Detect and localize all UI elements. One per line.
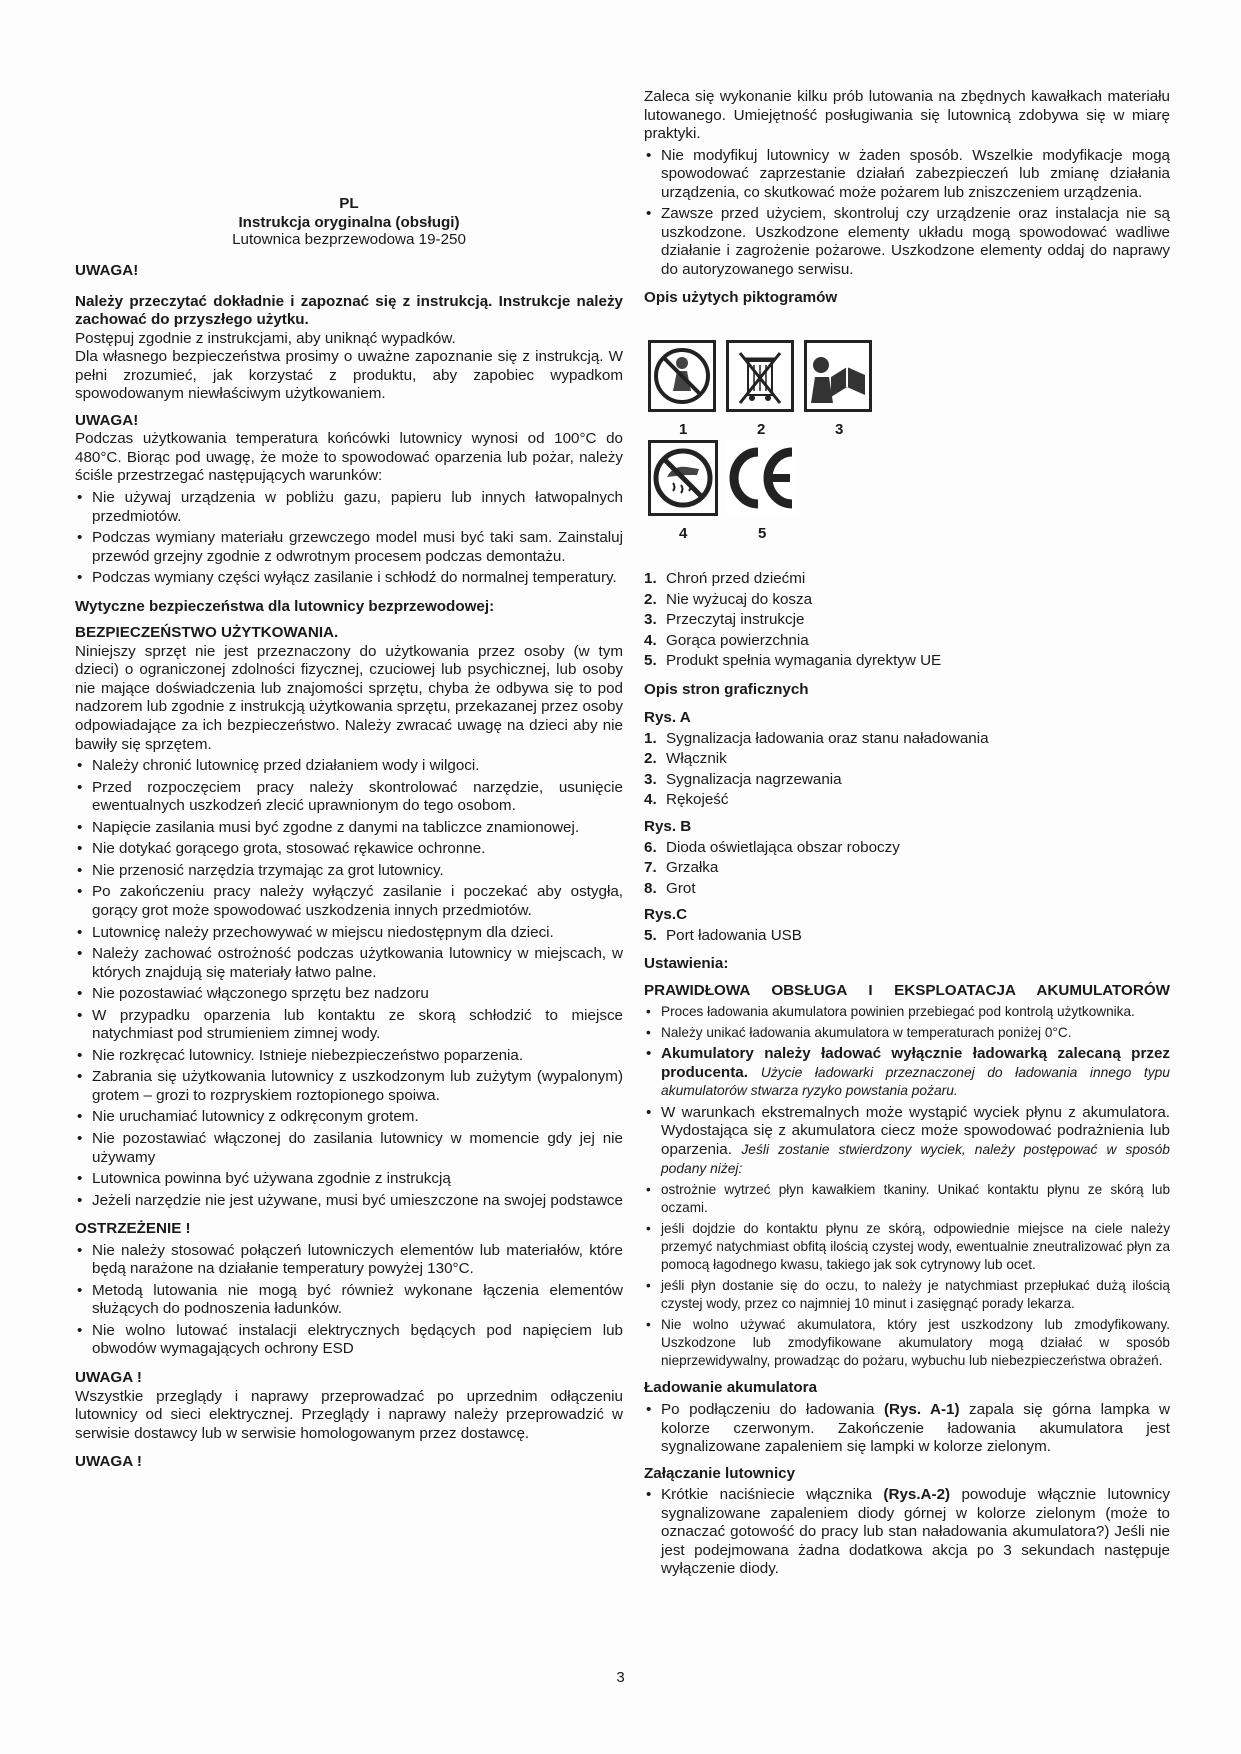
section-heading: BEZPIECZEŃSTWO UŻYTKOWANIA. — [75, 624, 339, 642]
switch-text: Krótkie naciśniecie włącznika — [661, 1486, 884, 1504]
list-item: • jeśli płyn dostanie się do oczu, to należy je natychmiast przepłukać dużą ilością czystej wody, przez co najmniej 10 minut i zasięgnąć porady lekarza. — [644, 1277, 1170, 1313]
figure-label: Rys. B — [644, 818, 692, 836]
figure-label: Rys.C — [644, 906, 688, 924]
list-item: • Nie wolno lutować instalacji elektrycznych będących pod napięciem lub obwodów wymagających ochrony ESD — [75, 1322, 623, 1359]
list-item: • Napięcie zasilania musi być zgodne z danymi na tabliczce znamionowej. — [75, 819, 623, 838]
legend-item: 1. Chroń przed dziećmi — [644, 570, 1170, 589]
legend-item: 6. Dioda oświetlająca obszar roboczy — [644, 839, 1170, 858]
figure-a-list — [644, 730, 1170, 810]
list-item: • Po zakończeniu pracy należy wyłączyć zasilanie i poczekać aby ostygła, gorący grot może spowodować uszkodzenia innych przedmiotów. — [75, 883, 623, 920]
list-item: • Nie wolno używać akumulatora, który jest uszkodzony lub zmodyfikowany. Uszkodzone lub zmodyfikowane akumulatory mogą działać w sposób nieprzewidywalny, prowadząc do pożaru, wybuchu lub niebezpieczeństwa obrażeń. — [644, 1316, 1170, 1370]
service-text: Wszystkie przeglądy i naprawy przeprowadzać po uprzednim odłączeniu lutownicy od sieci elektrycznej. Przeglądy i naprawy należy przeprowadzić w serwisie dostawcy lub w serwisie homologowanym przez dostawcę. — [75, 1387, 623, 1442]
legend-item: 5. Port ładowania USB — [644, 927, 1170, 946]
right-body — [644, 568, 1170, 1579]
pictogram-number: 4 — [679, 525, 688, 542]
ce-mark-icon — [726, 440, 798, 516]
list-item: • Jeżeli narzędzie nie jest używane, musi być umieszczone na swojej podstawce — [75, 1192, 623, 1211]
list-item: • Nie rozkręcać lutownicy. Istnieje niebezpieczeństwo poparzenia. — [75, 1047, 623, 1066]
list-item — [644, 1045, 1170, 1101]
figure-reference: (Rys. A-1) — [883, 1401, 960, 1419]
list-item: • Lutownica powinna być używana zgodnie z instrukcją — [75, 1170, 623, 1189]
intro-text: Dla własnego bezpieczeństwa prosimy o uważne zapoznanie się z instrukcją. W pełni zrozumieć, jak korzystać z produktu, aby zapobiec wypadkom spowodowanym niewłaściwym użytkowaniem. — [75, 348, 623, 403]
list-item: • Nie uruchamiać lutownicy z odkręconym grotem. — [75, 1108, 623, 1127]
usage-list — [75, 757, 623, 1210]
legend-item: 3. Przeczytaj instrukcje — [644, 611, 1170, 630]
list-item — [644, 1486, 1170, 1579]
list-item: • Należy unikać ładowania akumulatora w temperaturach poniżej 0°C. — [644, 1024, 1170, 1042]
list-item: • Należy zachować ostrożność podczas użytkowania lutownicy w miejscach, w których znajdują się materiały łatwo palne. — [75, 945, 623, 982]
section-heading: Załączanie lutownicy — [644, 1464, 796, 1482]
section-heading: Wytyczne bezpieczeństwa dla lutownicy bezprzewodowej: — [75, 597, 495, 615]
list-item: • Nie należy stosować połączeń lutowniczych elementów lub materiałów, które będą narażone na działanie temperatury powyżej 130°C. — [75, 1242, 623, 1279]
lang-code: PL — [339, 195, 359, 212]
temperature-list — [75, 489, 623, 588]
crossed-bin-icon — [726, 340, 794, 412]
figure-reference: (Rys.A-2) — [883, 1486, 951, 1504]
list-item: • Nie dotykać gorącego grota, stosować rękawice ochronne. — [75, 840, 623, 859]
battery-leak-italic: Jeśli zostanie stwierdzony wyciek, należy postępować w sposób podany niżej: — [661, 1142, 1170, 1176]
figure-b-list — [644, 839, 1170, 899]
pictogram-legend — [644, 570, 1170, 671]
legend-item: 4. Rękojeść — [644, 791, 1170, 810]
warning-heading: UWAGA ! — [75, 1453, 142, 1471]
warning-heading: UWAGA ! — [75, 1368, 142, 1386]
section-heading: Opis stron graficznych — [644, 680, 809, 698]
battery-leak-text: W warunkach ekstremalnych może wystąpić wyciek płynu z akumulatora. Wydostająca się z akumulatora ciecz może spowodować podrażnienia lub oparzenia. — [661, 1103, 1170, 1158]
section-heading: Ustawienia: — [644, 955, 729, 973]
list-item: • Nie używaj urządzenia w pobliżu gazu, papieru lub innych łatwopalnych przedmiotów. — [75, 489, 623, 526]
warning-heading: OSTRZEŻENIE ! — [75, 1220, 191, 1238]
list-item: • W przypadku oparzenia lub kontaktu ze skorą schłodzić to miejsce natychmiast pod strumieniem zimnej wody. — [75, 1007, 623, 1044]
figure-label: Rys. A — [644, 709, 691, 727]
list-item: • Należy chronić lutownicę przed działaniem wody i wilgoci. — [75, 757, 623, 776]
list-item: • Lutownicę należy przechowywać w miejscu niedostępnym dla dzieci. — [75, 924, 623, 943]
list-item: • Zawsze przed użyciem, skontroluj czy urządzenie oraz instalacja nie są uszkodzone. Uszkodzone elementy układu mogą spowodować wadliwe działanie i zagrożenie pożarowe. Uszkodzone elementy oddaj do naprawy do autoryzowanego serwisu. — [644, 205, 1170, 279]
pictogram-number: 3 — [835, 421, 844, 438]
list-item: • Nie przenosić narzędzia trzymając za grot lutownicy. — [75, 862, 623, 881]
page-number: 3 — [616, 1669, 625, 1686]
right-top — [644, 88, 1170, 308]
intro-text: Postępuj zgodnie z instrukcjami, aby uniknąć wypadków. — [75, 329, 456, 347]
legend-item: 1. Sygnalizacja ładowania oraz stanu naładowania — [644, 730, 1170, 749]
charging-list — [644, 1401, 1170, 1457]
read-manual-icon — [804, 340, 872, 412]
legend-item: 4. Gorąca powierzchnia — [644, 632, 1170, 651]
pictogram-number: 2 — [757, 421, 766, 438]
warning-heading: UWAGA! — [75, 411, 139, 429]
list-item: • Proces ładowania akumulatora powinien przebiegać pod kontrolą użytkownika. — [644, 1003, 1170, 1021]
doc-title: Instrukcja oryginalna (obsługi) — [238, 214, 460, 231]
left-body — [75, 262, 623, 1472]
switch-list — [644, 1486, 1170, 1579]
doc-subtitle: Lutownica bezprzewodowa 19-250 — [232, 231, 466, 248]
battery-heading: PRAWIDŁOWA OBSŁUGA I EKSPLOATACJA AKUMULATORÓW — [644, 981, 1170, 999]
legend-item: 7. Grzałka — [644, 859, 1170, 878]
caution-list — [75, 1242, 623, 1359]
usage-text: Niniejszy sprzęt nie jest przeznaczony do użytkowania przez osoby (w tym dzieci) o ograniczonej zdolności fizycznej, czuciowej lub psychicznej, lub osoby nie mające doświadczenia lub znajomości sprzętu, chyba że odbywa się to pod nadzorem lub zgodnie z instrukcją użytkowania sprzętu, przekazanej przez osoby odpowiadające za ich bezpieczeństwo. Należy zwracać uwagę na dzieci aby nie bawiły się sprzętem. — [75, 642, 623, 753]
pictogram-number: 1 — [679, 421, 688, 438]
list-item: • Nie modyfikuj lutownicy w żaden sposób. Wszelkie modyfikacje mogą spowodować zaprzestanie działań zabezpieczeń lub zmianę działania urządzenia, co skutkować może pożarem lub zniszczeniem urządzenia. — [644, 147, 1170, 203]
keep-from-children-icon — [648, 340, 716, 412]
list-item: • Nie pozostawiać włączonej do zasilania lutownicy w momencie gdy jej nie używamy — [75, 1130, 623, 1167]
list-item: • Przed rozpoczęciem pracy należy skontrolować narzędzie, usunięcie ewentualnych uszkodzeń zlecić uprawnionym do tego osobom. — [75, 779, 623, 816]
practice-text: Zaleca się wykonanie kilku prób lutowania na zbędnych kawałkach materiału lutowanego. Umiejętność posługiwania się lutownicą zdobywa się w miarę praktyki. — [644, 88, 1170, 143]
warning-heading: UWAGA! — [75, 262, 139, 279]
list-item: • Zabrania się użytkowania lutownicy z uszkodzonym lub zużytym (wypalonym) grotem – grozi to rozpryskiem roztopionego spoiwa. — [75, 1068, 623, 1105]
list-item: • Podczas wymiany materiału grzewczego model musi być taki sam. Zainstaluj przewód grzejny zgodnie z odwrotnym procesem podczas demontażu. — [75, 529, 623, 566]
battery-charger-italic: Użycie ładowarki przeznaczonej do ładowania innego typu akumulatorów stwarza ryzyko powstania pożaru. — [661, 1064, 1170, 1099]
list-item: • ostrożnie wytrzeć płyn kawałkiem tkaniny. Unikać kontaktu płynu ze skórą lub oczami. — [644, 1181, 1170, 1217]
list-item: • Nie pozostawiać włączonego sprzętu bez nadzoru — [75, 985, 623, 1004]
figure-c-list — [644, 927, 1170, 946]
legend-item: 3. Sygnalizacja nagrzewania — [644, 771, 1170, 790]
temperature-text: Podczas użytkowania temperatura końcówki lutownicy wynosi od 100°C do 480°C. Biorąc pod uwagę, że może to spowodować oparzenia lub pożar, należy ściśle przestrzegać następujących warunków: — [75, 430, 623, 485]
hot-surface-icon — [648, 440, 718, 516]
list-item: • Metodą lutowania nie mogą być również wykonane łączenia elementów służących do podnoszenia ładunków. — [75, 1282, 623, 1319]
section-heading: Ładowanie akumulatora — [644, 1379, 818, 1397]
legend-item: 5. Produkt spełnia wymagania dyrektyw UE — [644, 652, 1170, 671]
list-item: • jeśli dojdzie do kontaktu płynu ze skórą, odpowiednie miejsce na ciele należy przemyć natychmiast obfitą ilością czystej wody, ewentualnie zneutralizować płyn za pomocą łagodnego kwasu, takiego jak sok cytrynowy lub ocet. — [644, 1220, 1170, 1274]
battery-charger-bold: Akumulatory należy ładować wyłącznie ładowarką zalecaną przez producenta. — [661, 1045, 1170, 1081]
pictogram-number: 5 — [758, 525, 767, 542]
legend-item: 2. Nie wyżucaj do kosza — [644, 591, 1170, 610]
list-item: • Podczas wymiany części wyłącz zasilanie i schłodź do normalnej temperatury. — [75, 569, 623, 588]
switch-text: powoduje włącznie lutownicy sygnalizowane zapaleniem diody górnej w kolorze zielonym (może to oznaczać gotowość do pracy lub stan naładowania akumulatora?) Jeśli nie jest podejmowana żadna dodatkowa akcja po 3 sekundach następuje wyłączenie diody. — [661, 1486, 1170, 1578]
charging-text: zapala się górna lampka w kolorze czerwonym. Zakończenie ładowania akumulatora jest sygnalizowane zapaleniem się lampki w kolorze zielonym. — [661, 1401, 1170, 1456]
list-item — [644, 1401, 1170, 1457]
charging-text: Po podłączeniu do ładowania — [661, 1401, 884, 1419]
modification-list — [644, 147, 1170, 280]
list-item — [644, 1104, 1170, 1178]
legend-item: 8. Grot — [644, 880, 1170, 899]
pictograms-heading: Opis użytych piktogramów — [644, 289, 838, 307]
battery-list — [644, 1003, 1170, 1369]
legend-item: 2. Włącznik — [644, 750, 1170, 769]
intro-bold: Należy przeczytać dokładnie i zapoznać się z instrukcją. Instrukcje należy zachować do przyszłego użytku. — [75, 292, 623, 329]
